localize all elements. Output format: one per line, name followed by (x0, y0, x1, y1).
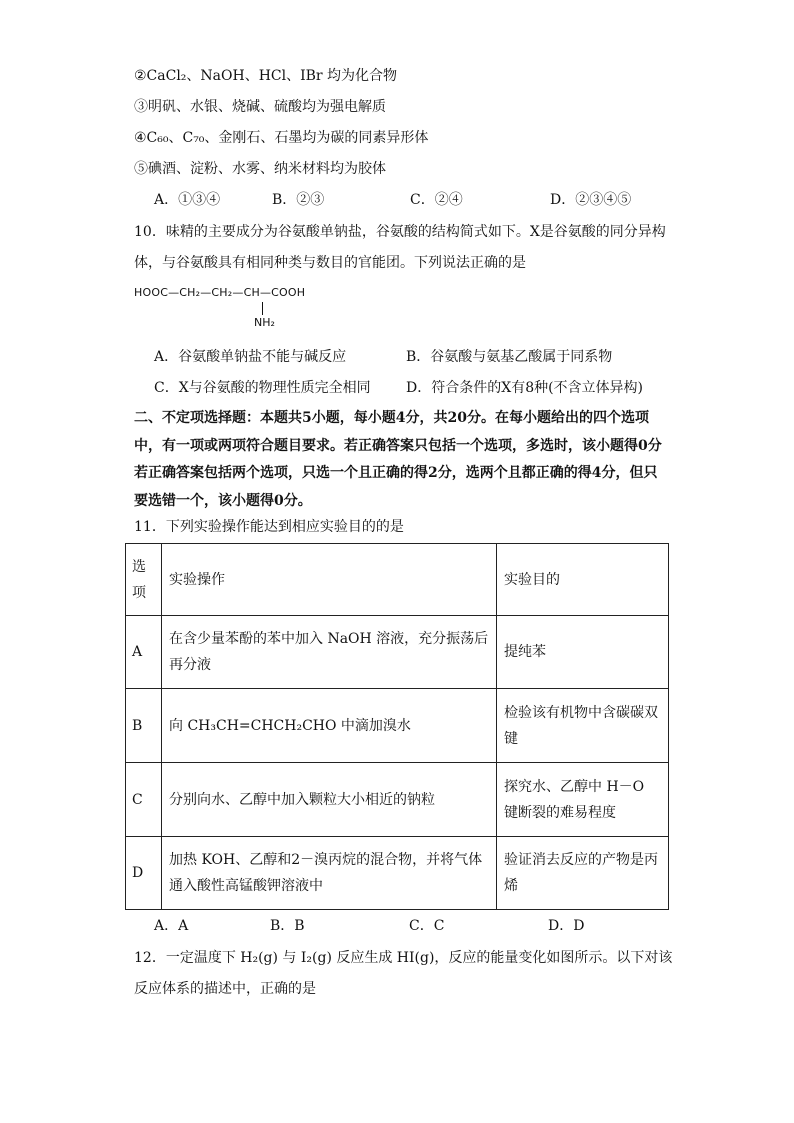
q10-option-a[interactable]: A．谷氨酸单钠盐不能与碱反应 (154, 349, 347, 365)
table-row (126, 689, 669, 763)
q9-item2: ②CaCl₂、NaOH、HCl、IBr 均为化合物 (134, 68, 398, 84)
section2-line3: 若正确答案包括两个选项，只选一个且正确的得2分，选两个且都正确的得4分，但只 (134, 465, 658, 481)
experiment-table (125, 543, 669, 910)
row-purpose: 探究水、乙醇中 H－O 键断裂的难易程度 (497, 763, 669, 837)
formula-main-chain: HOOC—CH₂—CH₂—CH—COOH (134, 286, 306, 299)
section2-line2: 中，有一项或两项符合题目要求。若正确答案只包括一个选项，多选时，该小题得0分 (134, 438, 662, 454)
q10-stem-line2: 体，与谷氨酸具有相同种类与数目的官能团。下列说法正确的是 (134, 255, 526, 271)
table-row (126, 763, 669, 837)
row-operation: 在含少量苯酚的苯中加入 NaOH 溶液，充分振荡后再分液 (162, 616, 497, 689)
header-option: 选项 (126, 544, 162, 616)
q11-option-a[interactable]: A．A (154, 918, 189, 934)
table-row (126, 837, 669, 910)
row-purpose: 检验该有机物中含碳碳双键 (497, 689, 669, 763)
q11-option-b[interactable]: B．B (270, 918, 305, 934)
row-key: D (126, 837, 162, 910)
formula-amino-group: NH₂ (254, 316, 275, 329)
q9-option-b[interactable]: B．②③ (272, 192, 325, 208)
q11-option-d[interactable]: D．D (548, 918, 585, 934)
q12-stem-line2: 反应体系的描述中，正确的是 (134, 981, 316, 997)
q9-option-a[interactable]: A．①③④ (154, 192, 221, 208)
q10-option-c[interactable]: C．X与谷氨酸的物理性质完全相同 (154, 380, 371, 396)
row-key: A (126, 616, 162, 689)
q10-options-row2 (154, 378, 643, 398)
q12-stem-line1: 12．一定温度下 H₂(g) 与 I₂(g) 反应生成 HI(g)，反应的能量变化如图所示。以下对该 (134, 950, 673, 966)
q9-option-d[interactable]: D．②③④⑤ (550, 192, 632, 208)
q9-item5: ⑤碘酒、淀粉、水雾、纳米材料均为胶体 (134, 161, 386, 177)
q11-stem: 11．下列实验操作能达到相应实验目的的是 (134, 519, 404, 535)
q10-options-row1 (154, 347, 612, 367)
glutamic-acid-formula (134, 286, 306, 329)
q11-options (154, 916, 584, 936)
row-operation: 分别向水、乙醇中加入颗粒大小相近的钠粒 (162, 763, 497, 837)
q10-option-d[interactable]: D．符合条件的X有8种(不含立体异构) (406, 380, 644, 396)
q10-option-b[interactable]: B．谷氨酸与氨基乙酸属于同系物 (406, 349, 613, 365)
row-purpose: 验证消去反应的产物是丙烯 (497, 837, 669, 910)
section2-line4: 要选错一个，该小题得0分。 (134, 493, 312, 509)
row-operation: 向 CH₃CH=CHCH₂CHO 中滴加溴水 (162, 689, 497, 763)
q11-option-c[interactable]: C．C (409, 918, 445, 934)
section2-line1: 二、不定项选择题：本题共5小题，每小题4分，共20分。在每小题给出的四个选项 (134, 410, 649, 426)
row-operation: 加热 KOH、乙醇和2－溴丙烷的混合物，并将气体通入酸性高锰酸钾溶液中 (162, 837, 497, 910)
header-purpose: 实验目的 (497, 544, 669, 616)
q9-item3: ③明矾、水银、烧碱、硫酸均为强电解质 (134, 99, 386, 115)
row-key: C (126, 763, 162, 837)
table-header-row (126, 544, 669, 616)
q9-item4: ④C₆₀、C₇₀、金刚石、石墨均为碳的同素异形体 (134, 130, 429, 146)
formula-bond-line (262, 302, 263, 315)
table-row (126, 616, 669, 689)
row-purpose: 提纯苯 (497, 616, 669, 689)
row-key: B (126, 689, 162, 763)
header-operation: 实验操作 (162, 544, 497, 616)
q10-stem-line1: 10．味精的主要成分为谷氨酸单钠盐，谷氨酸的结构简式如下。X是谷氨酸的同分异构 (134, 224, 666, 240)
q9-options (154, 190, 631, 210)
q9-option-c[interactable]: C．②④ (410, 192, 463, 208)
